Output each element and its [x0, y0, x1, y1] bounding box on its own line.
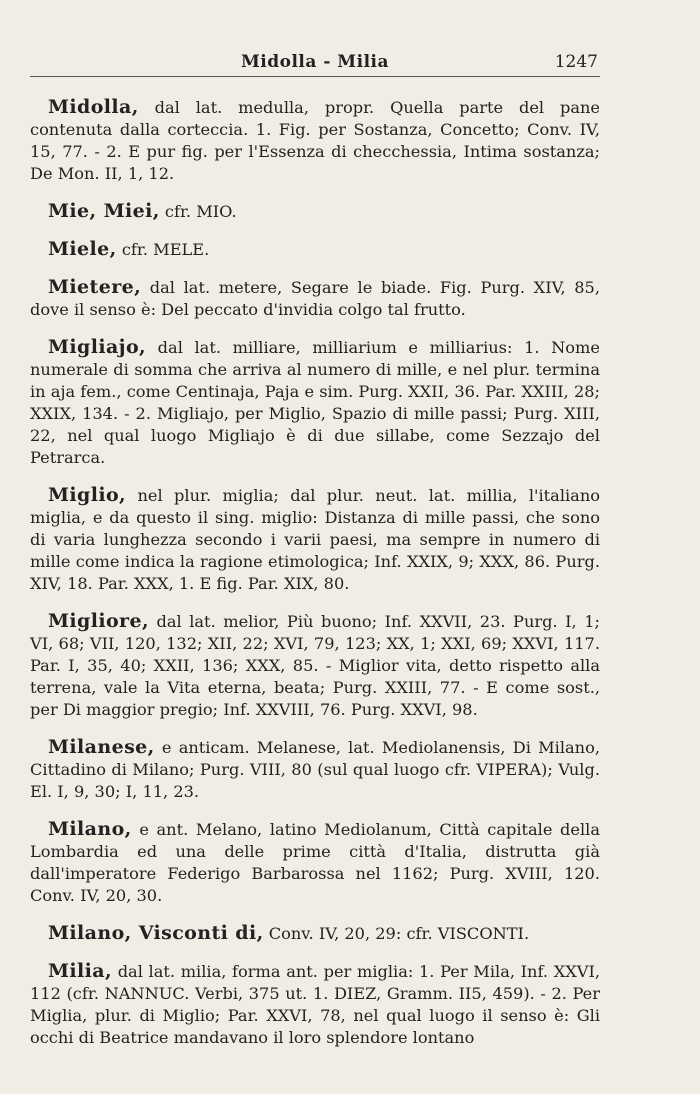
entry-list	[30, 96, 600, 1064]
entry-text: e anticam. Melanese, lat. Mediolanensis, Di Milano, Cittadino di Milano; Purg. VIII, 80 (sul qual luogo cfr. VIPERA); Vulg. El. I, 9, 30; I, 11, 23.	[30, 738, 600, 801]
headword: Milano,	[48, 818, 132, 840]
entry-mie-miei	[30, 200, 600, 223]
running-header	[30, 50, 600, 77]
entry-milia	[30, 960, 600, 1049]
entry-milano-visconti	[30, 922, 600, 945]
entry-migliore	[30, 610, 600, 721]
entry-text: dal lat. medulla, propr. Quella parte del pane contenuta dalla corteccia. 1. Fig. per Sostanza, Concetto; Conv. IV, 15, 77. - 2. E pur fig. per l'Essenza di checchessia, Intima sostanza; De Mon. II, 1, 12.	[30, 98, 600, 183]
page-number: 1247	[554, 52, 598, 72]
headword: Mietere,	[48, 276, 142, 298]
entry-miglio	[30, 484, 600, 595]
entry-text: cfr. MELE.	[116, 240, 210, 259]
headword: Midolla,	[48, 96, 139, 118]
entry-text: Conv. IV, 20, 29: cfr. VISCONTI.	[263, 924, 530, 943]
entry-text: dal lat. melior, Più buono; Inf. XXVII, 23. Purg. I, 1; VI, 68; VII, 120, 132; XII, 22; XVI, 79, 123; XX, 1; XXI, 69; XXVI, 117. Par. I, 35, 40; XXII, 136; XXX, 85. - Miglior vita, detto rispetto alla terrena, vale la Vita eterna, beata; Purg. XXIII, 77. - E come sost., per Di maggior pregio; Inf. XXVIII, 76. Purg. XXVI, 98.	[30, 612, 600, 719]
entry-text: nel plur. miglia; dal plur. neut. lat. millia, l'italiano miglia, e da questo il sing. miglio: Distanza di mille passi, che sono di varia lunghezza secondo i varii paesi, ma sempre in numero di mille come indica la ragione etimologica; Inf. XXIX, 9; XXX, 86. Purg. XIV, 18. Par. XXX, 1. E fig. Par. XIX, 80.	[30, 486, 600, 593]
headword: Miele,	[48, 238, 117, 260]
entry-milano	[30, 818, 600, 907]
entry-text: e ant. Melano, latino Mediolanum, Città capitale della Lombardia ed una delle prime città d'Italia, distrutta già dall'imperatore Federigo Barbarossa nel 1162; Purg. XVIII, 120. Conv. IV, 20, 30.	[30, 820, 600, 905]
entry-migliajo	[30, 336, 600, 469]
headword: Mie, Miei,	[48, 200, 160, 222]
headword: Milanese,	[48, 736, 155, 758]
page-title: Midolla - Milia	[240, 52, 390, 72]
entry-text: dal lat. milia, forma ant. per miglia: 1. Per Mila, Inf. XXVI, 112 (cfr. NANNUC. Verbi, 375 ut. 1. DIEZ, Gramm. II5, 459). - 2. Per Miglia, plur. di Miglio; Par. XXVI, 78, nel qual luogo il senso è: Gli occhi di Beatrice mandavano il loro splendore lontano	[30, 962, 600, 1047]
headword: Milia,	[48, 960, 113, 982]
entry-mietere	[30, 276, 600, 321]
headword: Migliajo,	[48, 336, 147, 358]
headword: Miglio,	[48, 484, 127, 506]
entry-miele	[30, 238, 600, 261]
entry-midolla	[30, 96, 600, 185]
entry-text: dal lat. milliare, milliarium e milliarius: 1. Nome numerale di somma che arriva al numero di mille, e nel plur. termina in aja fem., come Centinaja, Paja e sim. Purg. XXII, 36. Par. XXIII, 28; XXIX, 134. - 2. Migliajo, per Miglio, Spazio di mille passi; Purg. XIII, 22, nel qual luogo Migliajo è di due sillabe, come Sezzajo del Petrarca.	[30, 338, 600, 467]
entry-text: cfr. MIO.	[159, 202, 237, 221]
headword: Migliore,	[48, 610, 149, 632]
entry-text: dal lat. metere, Segare le biade. Fig. Purg. XIV, 85, dove il senso è: Del peccato d'invidia colgo tal frutto.	[30, 278, 600, 319]
entry-milanese	[30, 736, 600, 803]
headword: Milano, Visconti di,	[48, 922, 264, 944]
